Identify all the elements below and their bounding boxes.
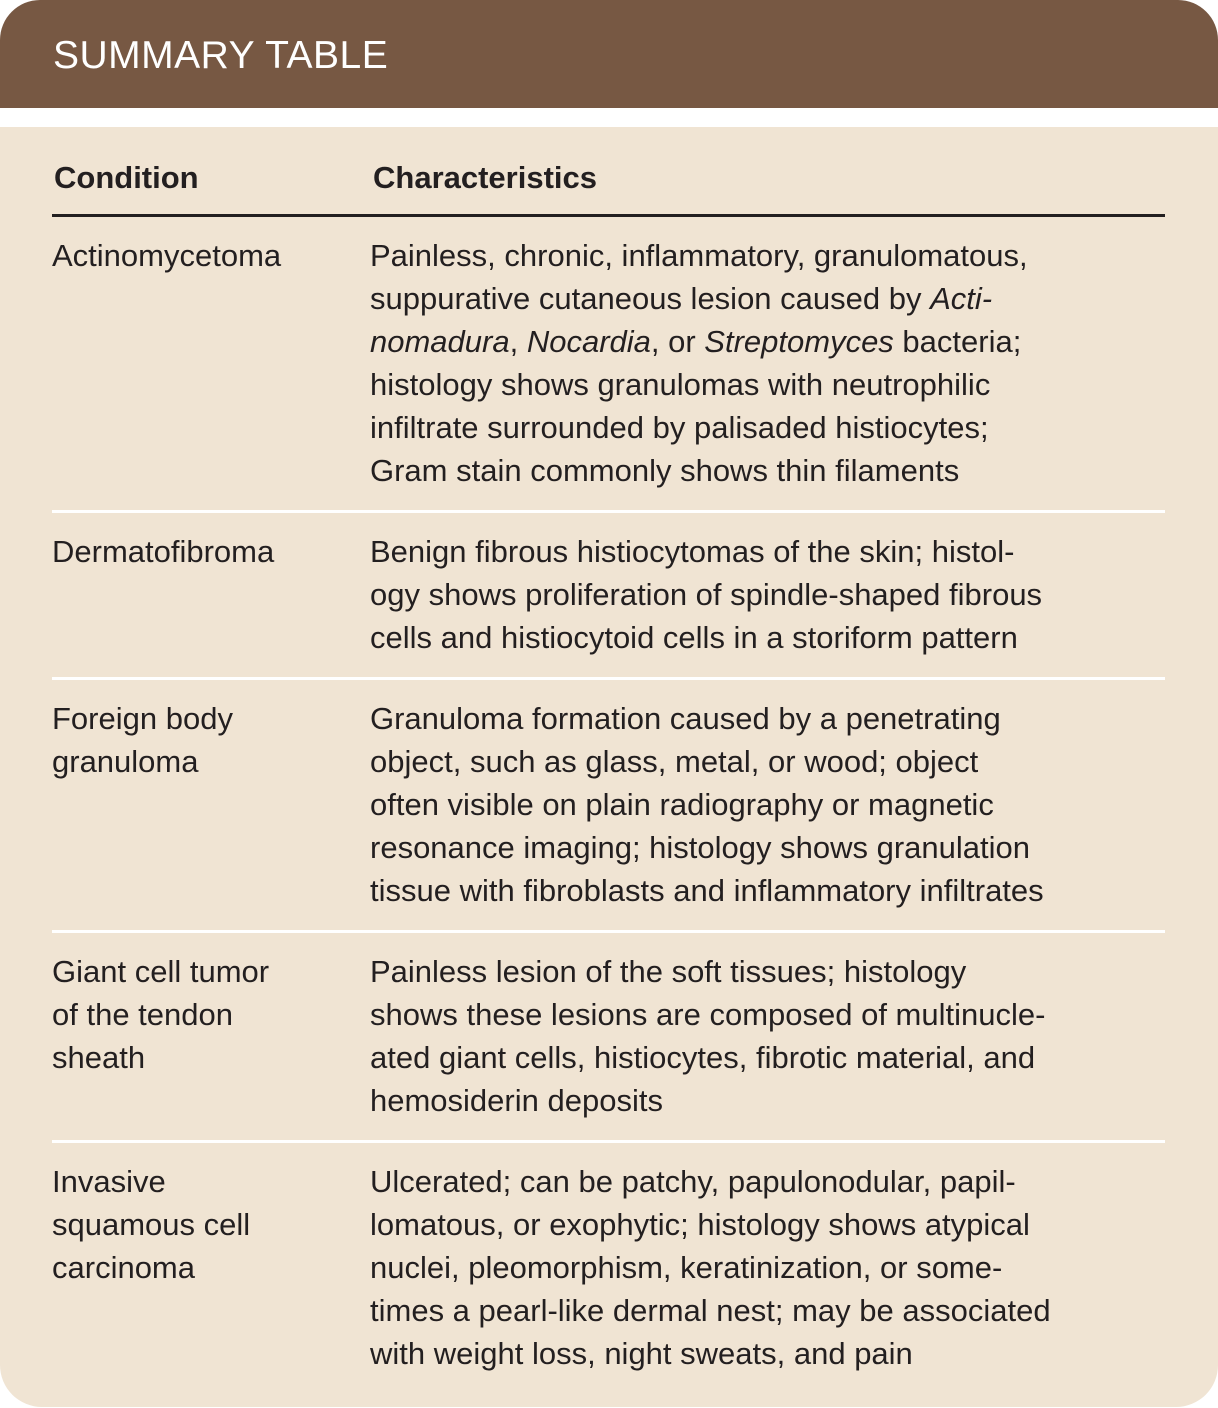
column-header-condition: Condition: [54, 160, 199, 195]
text-segment: bacteria;: [893, 324, 1022, 359]
italic-organism-name: Streptomyces: [704, 324, 894, 359]
condition-line: Foreign body: [52, 701, 233, 736]
characteristics-line: cells and histiocytoid cells in a storiform pattern: [370, 620, 1018, 655]
text-segment: suppurative cutaneous lesion caused by: [370, 281, 931, 316]
text-segment: , or: [650, 324, 705, 359]
table-row: [52, 680, 1165, 933]
condition-cell: [52, 950, 370, 1122]
characteristics-line: ogy shows proliferation of spindle-shaped fibrous: [370, 577, 1043, 612]
table-row: [52, 513, 1165, 680]
condition-cell: [52, 697, 370, 912]
condition-cell: [52, 530, 370, 659]
condition-cell: [52, 1160, 370, 1375]
characteristics-line: times a pearl-like dermal nest; may be associated: [370, 1293, 1051, 1328]
characteristics-line: Painless, chronic, inflammatory, granulomatous,: [370, 238, 1028, 273]
italic-organism-name: nomadura: [370, 324, 510, 359]
characteristics-line: shows these lesions are composed of multinucle-: [370, 997, 1046, 1032]
characteristics-line: Granuloma formation caused by a penetrating: [370, 701, 1001, 736]
condition-line: squamous cell: [52, 1207, 251, 1242]
characteristics-line: histology shows granulomas with neutrophilic: [370, 367, 991, 402]
condition-cell: [52, 234, 370, 492]
table-body: [52, 217, 1165, 1393]
characteristics-cell: [370, 697, 1165, 912]
characteristics-line: tissue with fibroblasts and inflammatory infiltrates: [370, 873, 1044, 908]
condition-line: granuloma: [52, 744, 199, 779]
table-row: [52, 933, 1165, 1143]
characteristics-line: nuclei, pleomorphism, keratinization, or some-: [370, 1250, 1003, 1285]
condition-line: carcinoma: [52, 1250, 195, 1285]
characteristics-line: resonance imaging; histology shows granulation: [370, 830, 1031, 865]
characteristics-cell: [370, 530, 1165, 659]
column-header-characteristics: Characteristics: [373, 160, 598, 195]
characteristics-line: [370, 277, 1165, 320]
characteristics-line: lomatous, or exophytic; histology shows atypical: [370, 1207, 1030, 1242]
characteristics-cell: [370, 234, 1165, 492]
characteristics-cell: [370, 1160, 1165, 1375]
characteristics-line: Benign fibrous histiocytomas of the skin; histol-: [370, 534, 1015, 569]
italic-organism-name: Acti-: [930, 281, 993, 316]
characteristics-line: with weight loss, night sweats, and pain: [370, 1336, 913, 1371]
table-row: [52, 1143, 1165, 1393]
characteristics-line: Gram stain commonly shows thin filaments: [370, 453, 960, 488]
table-header: [52, 157, 1165, 217]
condition-line: of the tendon: [52, 997, 233, 1032]
italic-organism-name: Nocardia: [526, 324, 651, 359]
characteristics-cell: [370, 950, 1165, 1122]
characteristics-line: often visible on plain radiography or magnetic: [370, 787, 994, 822]
characteristics-line: Ulcerated; can be patchy, papulonodular, papil-: [370, 1164, 1016, 1199]
condition-line: Dermatofibroma: [52, 534, 275, 569]
summary-header: [0, 0, 1218, 108]
page-title: SUMMARY TABLE: [53, 34, 389, 77]
characteristics-line: Painless lesion of the soft tissues; histology: [370, 954, 967, 989]
characteristics-line: infiltrate surrounded by palisaded histiocytes;: [370, 410, 989, 445]
characteristics-line: object, such as glass, metal, or wood; object: [370, 744, 979, 779]
text-segment: ,: [509, 324, 527, 359]
characteristics-line: ated giant cells, histiocytes, fibrotic material, and: [370, 1040, 1036, 1075]
condition-line: sheath: [52, 1040, 146, 1075]
characteristics-line: [370, 320, 1165, 363]
summary-table: [0, 127, 1218, 1407]
condition-line: Giant cell tumor: [52, 954, 270, 989]
table-row: [52, 217, 1165, 513]
condition-line: Actinomycetoma: [52, 238, 282, 273]
characteristics-line: hemosiderin deposits: [370, 1083, 663, 1118]
condition-line: Invasive: [52, 1164, 166, 1199]
